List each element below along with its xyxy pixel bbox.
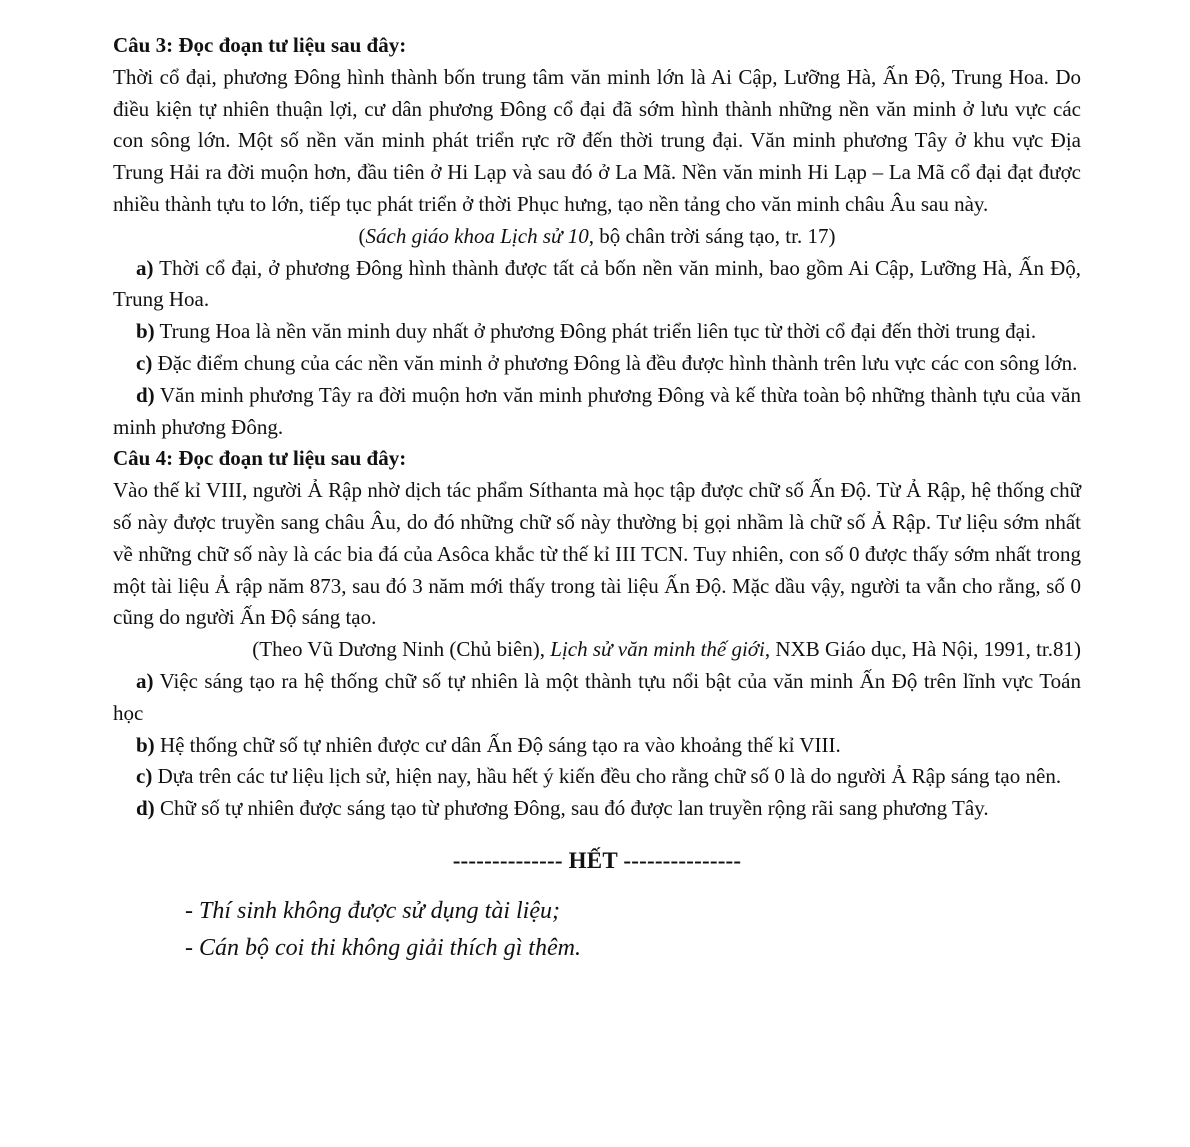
source-title: Lịch sử văn minh thế giới [550,637,765,662]
option-text: Văn minh phương Tây ra đời muộn hơn văn minh phương Đông và kế thừa toàn bộ những thành tựu của văn minh phương Đông. [113,382,1081,439]
question-3-heading: Câu 3: Đọc đoạn tư liệu sau đây: [113,33,407,57]
option-label: d) [136,382,155,407]
source-open: (Theo Vũ Dương Ninh (Chủ biên), [252,637,551,662]
question-4-option-a [113,666,1081,730]
end-marker: -------------- HẾT --------------- [452,847,742,873]
option-text: Dựa trên các tư liệu lịch sử, hiện nay, hầu hết ý kiến đều cho rằng chữ số 0 là do người Ả Rập sáng tạo nên. [152,764,1062,789]
exam-page [113,30,1081,967]
question-3-option-d [113,380,1081,444]
option-label: c) [136,350,153,375]
question-4-passage: Vào thế kỉ VIII, người Ả Rập nhờ dịch tác phẩm Síthanta mà học tập được chữ số Ấn Độ. Từ Ả Rập, hệ thống chữ số này được truyền sang châu Âu, do đó những chữ số này thường bị gọi nhầm là chữ số Ả Rập. Tư liệu sớm nhất về những chữ số này là các bia đá của Asôca khắc từ thế kỉ III TCN. Tuy nhiên, con số 0 được thấy sớm nhất trong một tài liệu Ả rập năm 873, sau đó 3 năm mới thấy trong tài liệu Ấn Độ. Mặc dầu vậy, người ta vẫn cho rằng, số 0 cũng do người Ấn Độ sáng tạo. [113,478,1081,630]
option-text: Chữ số tự nhiên được sáng tạo từ phương Đông, sau đó được lan truyền rộng rãi sang phương Tây. [154,796,989,821]
option-text: Đặc điểm chung của các nền văn minh ở phương Đông là đều được hình thành trên lưu vực các con sông lớn. [152,350,1078,375]
source-open: ( [358,223,366,248]
question-4-option-c [113,761,1081,793]
exam-note-1: - Thí sinh không được sử dụng tài liệu; [185,897,560,924]
option-label: d) [136,796,155,821]
question-4-option-d [113,793,1081,825]
source-title: Sách giáo khoa Lịch sử 10 [365,223,589,248]
option-text: Việc sáng tạo ra hệ thống chữ số tự nhiên là một thành tựu nổi bật của văn minh Ấn Độ trên lĩnh vực Toán học [113,668,1081,725]
question-3-passage: Thời cổ đại, phương Đông hình thành bốn trung tâm văn minh lớn là Ai Cập, Lưỡng Hà, Ấn Độ, Trung Hoa. Do điều kiện tự nhiên thuận lợi, cư dân phương Đông cổ đại đã sớm hình thành những nền văn minh ở lưu vực các con sông lớn. Một số nền văn minh phát triển rực rỡ đến thời trung đại. Văn minh phương Tây ở khu vực Địa Trung Hải ra đời muộn hơn, đầu tiên ở Hi Lạp và sau đó ở La Mã. Nền văn minh Hi Lạp – La Mã cổ đại đạt được nhiều thành tựu to lớn, tiếp tục phát triển ở thời Phục hưng, tạo nền tảng cho văn minh châu Âu sau này. [113,64,1081,216]
question-3-source [113,221,1081,253]
option-label: a) [136,668,154,693]
question-3-option-c [113,348,1081,380]
question-4-heading: Câu 4: Đọc đoạn tư liệu sau đây: [113,446,407,471]
option-label: c) [136,764,153,789]
source-rest: , NXB Giáo dục, Hà Nội, 1991, tr.81) [764,637,1081,662]
option-text: Thời cổ đại, ở phương Đông hình thành được tất cả bốn nền văn minh, bao gồm Ai Cập, Lưỡng Hà, Ấn Độ, Trung Hoa. [113,255,1081,312]
question-3-option-a [113,253,1081,317]
option-text: Hệ thống chữ số tự nhiên được cư dân Ấn Độ sáng tạo ra vào khoảng thế kỉ VIII. [154,732,841,757]
question-4-source [113,634,1081,666]
option-label: b) [136,319,155,344]
exam-note-2: - Cán bộ coi thi không giải thích gì thêm. [185,934,581,961]
option-label: b) [136,732,155,757]
question-4-option-b [113,730,1081,762]
option-label: a) [136,255,154,280]
question-3-option-b [113,316,1081,348]
option-text: Trung Hoa là nền văn minh duy nhất ở phương Đông phát triển liên tục từ thời cổ đại đến thời trung đại. [154,319,1037,344]
source-rest: , bộ chân trời sáng tạo, tr. 17) [588,223,836,248]
